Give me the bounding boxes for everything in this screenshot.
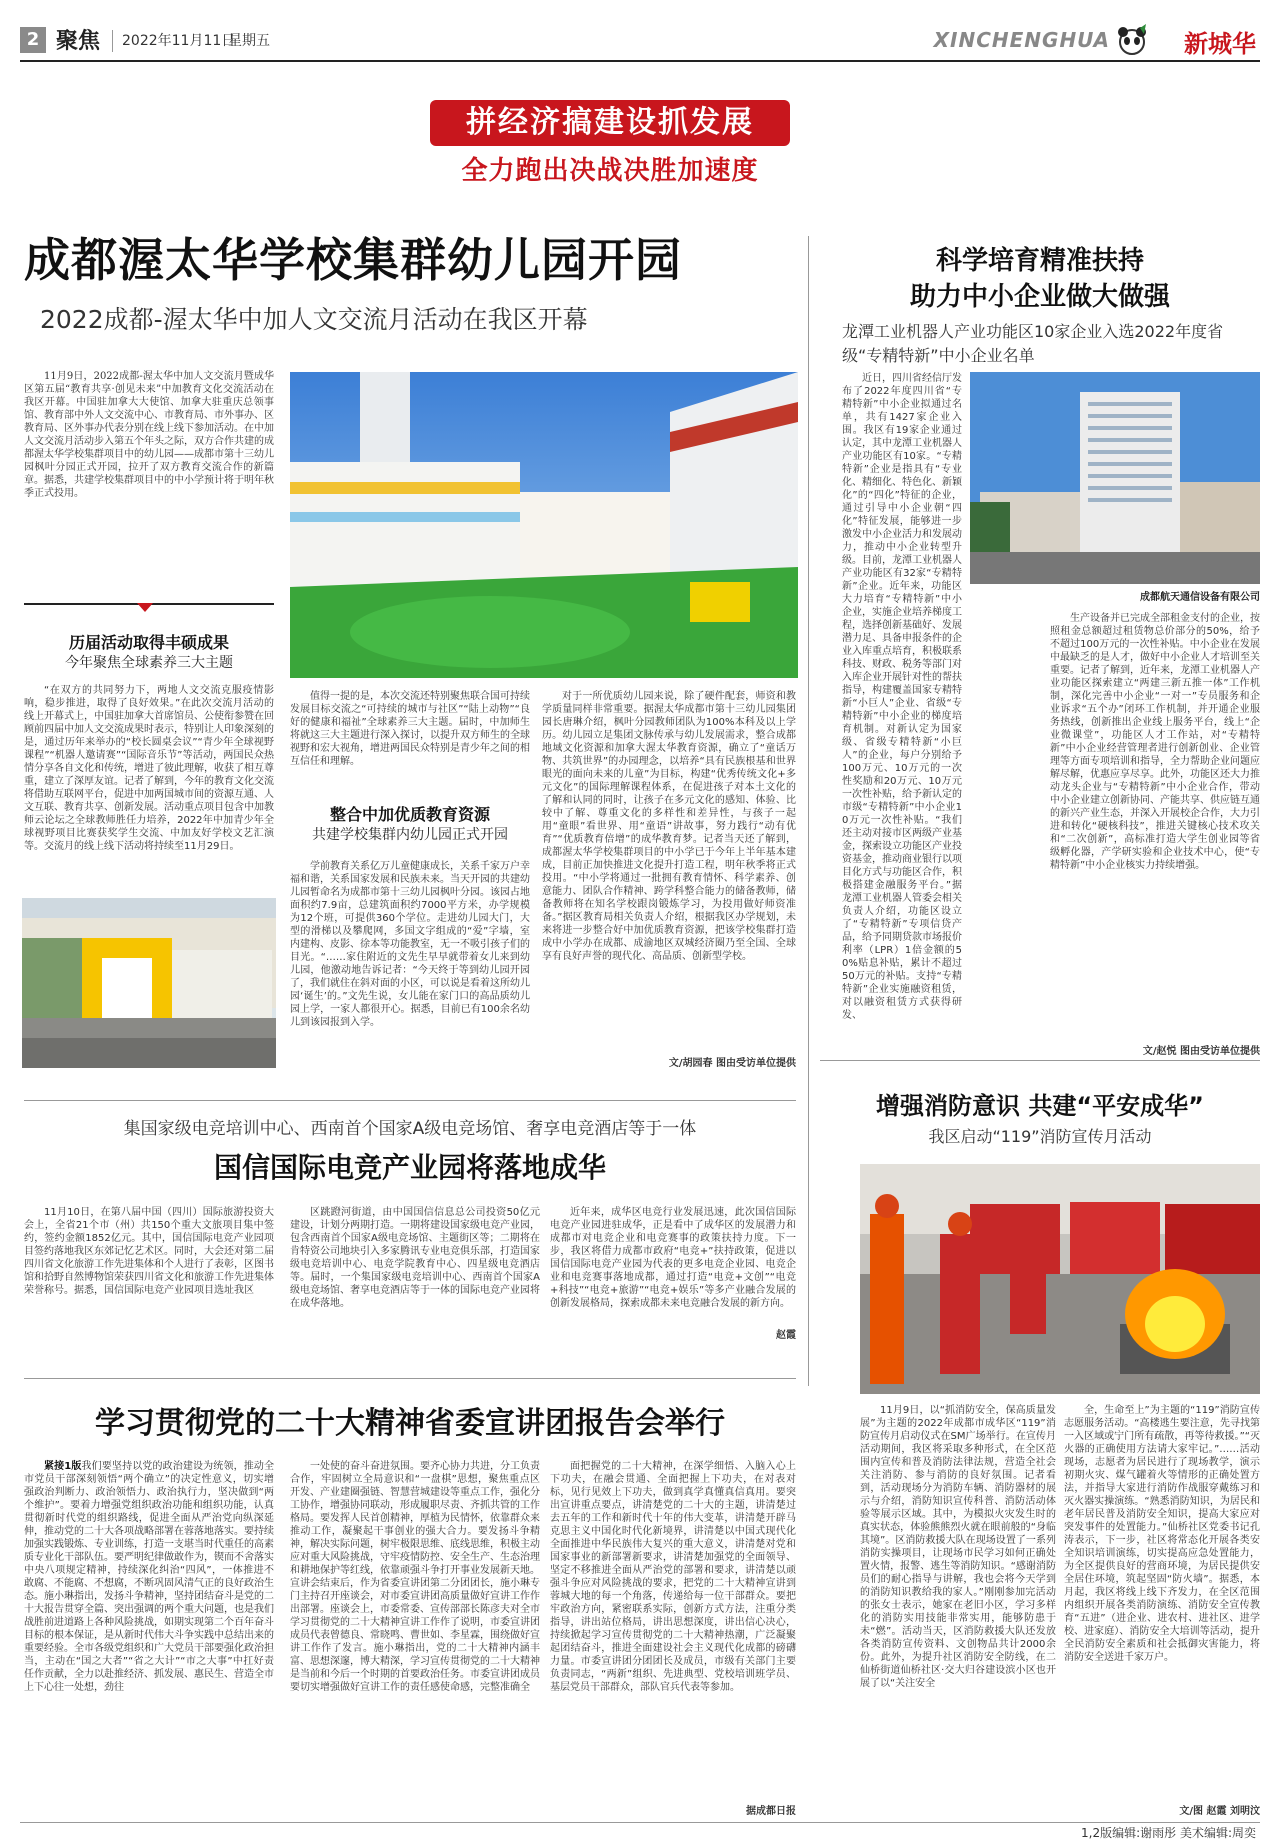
kindergarten-sect2-sub: 共建学校集群内幼儿园正式开园 <box>312 827 508 843</box>
fire-subtitle: 我区启动“119”消防宣传月活动 <box>928 1127 1152 1146</box>
banner-line1: 拼经济搞建设抓发展 <box>430 100 790 146</box>
page-number: 2 <box>20 27 46 53</box>
issue-date: 2022年11月11日 <box>122 33 236 49</box>
kindergarten-col1-body: “在双方的共同努力下，两地人文交流克服疫情影响，稳步推进，取得了良好效果。”在此次交流月活动的线上开幕式上，中国驻加拿大首席馆员、公使衔参赞在回顾前四届中加人文交流成果时表示，特别让人印象深刻的是，通过历年来举办的“校长圆桌会议”“青少年全球视野课程”“机器人邀请赛”“国际音乐节”等活动，两国民众热情分享各自文化和传统，增进了彼此理解，收获了相互尊重，建立了深厚友谊。记者了解到，今年的教育文化交流将借助互联网平台，促进中加两国城市间的资源互通、人文互联、教育共享、创新发展。活动重点项目包含中加教师云论坛之全球教师胜任力培养，2022年中加青少年全球视野项目比赛获奖学生交流、中加友好学校文艺汇演等。交流月的线上线下活动将持续至11月29日。 <box>24 685 274 852</box>
lecture-byline: 据成都日报 <box>746 1806 796 1817</box>
brand-latin: XINCHENGHUA <box>933 28 1110 52</box>
enterprise-byline: 文/赵悦 图由受访单位提供 <box>1142 1046 1260 1057</box>
lecture-col1-body: 我们要坚持以党的政治建设为统领，推动全市党员干部深刻领悟“两个确立”的决定性意义，切实增强政治判断力、政治领悟力、政治执行力，坚决做到“两个维护”。要着力增强党组织政治功能和组织功能，认真贯彻新时代党的组织路线，促进全面从严治党向纵深延伸，推动党的二十大各项战略部署在蓉落地落实。要持续加强实践锻炼、专业训练，打造一支堪当时代重任的高素质专业化干部队伍。要严明纪律做敢作为，锲而不舍落实中央八项规定精神，持续深化纠治“四风”，一体推进不敢腐、不能腐、不想腐，不断巩固风清气正的良好政治生态。施小琳指出，发扬斗争精神，坚持团结奋斗是党的二十大报告贯穿全篇、突出强调的两个重大问题，也是我们战胜前进道路上各种风险挑战，如期实现第二个百年奋斗目标的根本保证，是从新时代伟大斗争实践中总结出来的重要经验。全市各级党组织和广大党员干部要强化政治担当，主动在“国之大者”“省之大计”“市之大事”中扛好责任作贡献，全力以赴推经济、抓发展、惠民生、营造全市上下心往一处想，劲往 <box>24 1461 274 1693</box>
column-divider <box>808 236 809 1386</box>
fire-top-rule <box>820 1060 1260 1061</box>
fire-col2-body: 全，生命至上”为主题的“119”消防宣传志愿服务活动。“高楼逃生要注意，先寻找第一入区域或宁门所有疏散，再等待救援。”“灭火器的正确使用方法请大家牢记。”……活动现场，志愿者为居民进行了现场教学，演示初期火灾、煤气罐着火等情形的正确处置方法，并指导大家进行消防作战服穿戴练习和灭火器实操演练。“熟悉消防知识，为居民和老年居民普及消防安全知识，提高大家应对突发事件的处置能力。”仙桥社区党委书记孔涛表示，下一步，社区将常态化开展各类安全知识培训演练，切实提高应急处置能力，为全区提供良好的营商环境，为居民提供安全居住环境，筑起坚固“防火墙”。据悉，本月起，我区将线上线下齐发力，在全区范围内组织开展各类消防演练、消防安全宣传教育“五进”（进企业、进农村、进社区、进学校、进家庭）、消防安全大培训等活动，提升全民消防安全素质和社会抵御灾害能力，将消防安全送进千家万户。 <box>1064 1405 1260 1663</box>
enterprise-building-photo <box>970 372 1260 584</box>
lecture-top-rule <box>24 1378 796 1379</box>
esports-col3-body: 近年来，成华区电竞行业发展迅速，此次国信国际电竞产业园进驻成华，正是看中了成华区的发展潜力和成都市对电竞企业和电竞赛事的政策扶持力度。下一步，我区将借力成都市政府“电竞+”扶持政策，促进以国信国际电竞产业园为代表的更多电竞企业园、电竞企业和电竞赛事落地成都，通过打造“电竞+文创”“电竞+科技”“电竞+旅游”“电竞+娱乐”等多产业融合发展的创新发展格局，探索成都未来电竞融合发展的新方向。 <box>550 1207 796 1309</box>
footer-editors: 1,2版编辑:谢雨彤 美术编辑:周奕 <box>1081 1826 1256 1840</box>
kindergarten-subtitle: 2022成都-渥太华中加人文交流月活动在我区开幕 <box>40 305 588 334</box>
footer-rule <box>20 1822 1260 1823</box>
kindergarten-byline: 文/胡园春 图由受访单位提供 <box>668 1058 796 1069</box>
fire-byline: 文/图 赵霞 刘明汶 <box>1179 1806 1260 1817</box>
section-name: 聚焦 <box>56 29 101 54</box>
panda-logo-icon <box>1116 24 1148 56</box>
enterprise-subtitle: 龙潭工业机器人产业功能区10家企业入选2022年度省级“专精特新”中小企业名单 <box>842 322 1224 365</box>
kindergarten-col2-body: 值得一提的是，本次交流还特别聚焦联合国可持续发展目标交流之“可持续的城市与社区”“陆上动物”“良好的健康和福祉”全球素养三大主题。届时，中加师生将就这三大主题进行深入探讨，以提升双方师生的全球视野和宏大视角，增进两国民众特别是青少年之间的相互信任和理解。 <box>290 691 530 767</box>
lecture-col1 <box>24 1460 274 1816</box>
down-triangle-icon <box>137 603 153 612</box>
esports-top-rule <box>24 1100 796 1101</box>
lecture-lead: 紧接1版 <box>44 1461 82 1472</box>
issue-weekday: 星期五 <box>228 33 270 49</box>
lecture-col3-body: 面把握党的二十大精神，在深学细悟、入脑入心上下功夫，在融会贯通、全面把握上下功夫，在对表对标，见行见效上下功夫，做到真学真懂真信真用。要突出宣讲重点要点，讲清楚党的二十大的主题，讲清楚过去五年的工作和新时代十年的伟大变革，讲清楚开辟马克思主义中国化时代化新境界，讲清楚以中国式现代化全面推进中华民族伟大复兴的重大意义，讲清楚对党和国家事业的新部署新要求，讲清楚加强党的全面领导、坚定不移推进全面从严治党的部署和要求，讲清楚以顽强斗争应对风险挑战的要求，把党的二十大精神宣讲到蓉城大地的每一个角落，传递给每一位干部群众。要把牢政治方向，紧密联系实际，创新方式方法，注重分类指导，讲出站位格局，讲出思想深度，讲出信心决心，持续掀起学习宣传贯彻党的二十大精神热潮，广泛凝聚起团结奋斗，推进全面建设社会主义现代化成都的磅礴力量。市委宣讲团分团团长及成员，市级有关部门主要负责同志，“两新”组织、先进典型、党校培训班学员、基层党员干部群众，部队官兵代表等参加。 <box>550 1461 796 1693</box>
kindergarten-lead: 11月9日，2022成都-渥太华中加人文交流月暨成华区第五届“教育共享·创见未来”中加教育文化交流活动在我区开幕。中国驻加拿大大使馆、加拿大驻重庆总领事馆、教育部中外人文交流中心、市教育局、市外事办、区教育局、区外事办代表分别在线上线下参加活动。在中加人文交流月活动步入第五个年头之际，双方合作共建的成都渥太华学校集群项目中的幼儿园——成都市第十三幼儿园枫叶分园正式开园，拉开了双方教育交流合作的新篇章。据悉，共建学校集群项目中的中小学预计将于明年秋季正式投用。 <box>24 371 274 499</box>
kindergarten-title: 成都渥太华学校集群幼儿园开园 <box>24 233 682 287</box>
brand-cn: 新城华 <box>1184 29 1256 58</box>
fire-col1-body: 11月9日，以“抓消防安全，保高质量发展”为主题的2022年成都市成华区“119”消防宣传月启动仪式在SM广场举行。在宣传月活动期间，我区将采取多种形式，在全区范围内宣传和普及消防法律法规，营造全社会关注消防、参与消防的良好氛围。记者看到，活动现场分为消防车辆、消防器材的展示与介绍，消防知识宣传科普、消防活动体验等展示区域。其中，为模拟火灾发生时的真实状态，体验熊熊烈火就在眼前般的“身临其境”。区消防救援大队在现场设置了一系列消防实操项目，让现场市民学习如何正确处置火情，报警、逃生等消防知识。“感谢消防员们的耐心指导与讲解，我也会将今天学到的消防知识教给我的家人。”刚刚参加完活动的张女士表示，她家在老旧小区，学习多样化的消防实用技能非常实用，能够防患于未“燃”。活动当天，区消防救援大队还发放各类消防宣传资料、文创物品共计2000余份。此外，为提升社区消防安全防线，在二仙桥街道仙桥社区·交大归谷建设滨小区也开展了以“关注安全 <box>860 1405 1056 1689</box>
kindergarten-sect1-title: 历届活动取得丰硕成果 <box>68 633 229 652</box>
enterprise-title-2: 助力中小企业做大做强 <box>909 282 1170 312</box>
masthead <box>20 24 1260 58</box>
fire-drill-photo <box>860 1164 1260 1394</box>
esports-byline: 赵霞 <box>776 1330 796 1341</box>
enterprise-col2-body: 生产设备并已完成全部租金支付的企业，按照租金总额超过租赁物总价部分的50%，给予不超过100万元的一次性补贴。中小企业在发展中最缺乏的是人才，做好中小企业人才培训至关重要。记者了解到，近年来，龙潭工业机器人产业功能区探索建立“两建三新五推一体”工作机制，深化完善中小企业“一对一”专员服务和企业诉求“五个办”闭环工作机制，并开通企业服务热线，创新推出企业线上服务平台，线上“企业微课堂”，功能区人才工作站，对“专精特新”中小企业经营管理者进行创新创业、企业管理等方面专项培训和指导，全力帮助企业问题应解尽解，优惠应享尽享。此外，功能区还大力推动龙头企业与“专精特新”中小企业合作，带动中小企业建立创新协同、产能共享、供应链互通的新兴产业生态，并深入开展校企合作，大力引进和转化“硬核科技”，推进关键核心技术攻关和“二次创新”，高标准打造大学生创业园等省级孵化器，产学研实验和企业技术中心，使“专精特新”中小企业核实力持续增强。 <box>1050 613 1260 871</box>
fire-title: 增强消防意识 共建“平安成华” <box>876 1092 1204 1120</box>
esports-col1-body: 11月10日，在第八届中国（四川）国际旅游投资大会上，全省21个市（州）共150个重大文旅项目集中签约，签约金额1852亿元。其中，国信国际电竞产业园项目签约落地我区东郊记忆艺术区。同时，大会还对第二届四川省文化旅游工作先进集体和个人进行了表彰，区图书馆和拾野自然博物馆荣获四川省文化和旅游工作先进集体荣誉称号。据悉，国信国际电竞产业园项目选址我区 <box>24 1207 274 1296</box>
kindergarten-col3-body: 对于一所优质幼儿园来说，除了硬件配套，师资和教学质量同样非常重要。据渥太华成都市第十三幼儿园集团园长唐琳介绍，枫叶分园教师团队为100%本科及以上学历。幼儿园立足集团文脉传承与幼儿发展需求，整合成都地域文化资源和加拿大渥太华教育资源，确立了“童话万物、共筑世界”的办园理念，以培养“具有民族根基和世界眼光的面向未来的儿童”为目标，构建“优秀传统文化+多元文化”的国际理解课程体系，在促进孩子对本土文化的了解和认同的同时，让孩子在多元文化的感知、体验、比较中了解、尊重文化的多样性和差异性，与孩子一起用“童眼”看世界、用“童语”讲故事，努力践行“动有优育”“优质教育倍增”的成华教育梦。记者当天还了解到，成都渥太华学校集群项目的中小学已于今年上半年基本建成，目前正加快推进文化提升打造工程，明年秋季将正式投用。“中小学将通过一批拥有教育情怀、科学素养、创意能力、团队合作精神、跨学科整合能力的储备教师，储备教师将在知名学校跟岗锻炼学习，为投用做好师资准备。”据区教育局相关负责人介绍，根据我区办学规划，未来将进一步整合好中加优质教育资源，把该学校集群打造成中小学办在成都、成渝地区双城经济圈乃至全国、全球享有良好声誉的现代化、高品质、创新型学校。 <box>542 691 796 962</box>
divider <box>112 30 113 52</box>
banner <box>430 100 790 190</box>
esports-title: 国信国际电竞产业园将落地成华 <box>213 1151 606 1184</box>
lecture-col2-body: 一处使的奋斗奋进氛围。要齐心协力共进，分工负责合作，牢固树立全局意识和“一盘棋”思想，聚焦重点区开发、产业建圈强链、智慧营城建设等重点工作，强化分工协作，增强协同联动，形成履职尽责、齐抓共管的工作格局。要发挥人民首创精神，厚植为民情怀，依靠群众来推动工作，凝聚起干事创业的强大合力。要发扬斗争精神，解决实际问题，树牢极限思维、底线思维，积极主动应对重大风险挑战，守牢疫情防控、安全生产、生态治理和耕地保护等红线，依靠顽强斗争打开事业发展新天地。宣讲会结束后，作为省委宣讲团第二分团团长，施小琳专门主持召开座谈会，对市委宣讲团高质量做好宣讲工作作出部署。座谈会上，市委常委、宣传部部长陈彦夫对全市学习贯彻党的二十大精神宣讲工作作了说明，市委宣讲团成员代表曾德良、常晓鸣、曹世如、李星霖，围绕做好宣讲工作作了发言。施小琳指出，党的二十大精神内涵丰富、思想深邃，博大精深，学习宣传贯彻党的二十大精神是当前和今后一个时期的首要政治任务。市委宣讲团成员要切实增强做好宣讲工作的责任感使命感，完整准确全 <box>290 1461 540 1693</box>
enterprise-photo-caption: 成都航天通信设备有限公司 <box>1140 592 1260 603</box>
kindergarten-col2-body2: 学前教育关系亿万儿童健康成长，关系千家万户幸福和谐，关系国家发展和民族未来。当天开园的共建幼儿园暂命名为成都市第十三幼儿园枫叶分园。该园占地面积约7.9亩，总建筑面积约7000平方米，办学规模为12个班，可提供360个学位。走进幼儿园大门，大型的滑梯以及攀爬网，多国文字组成的“爱”字墙，室内建构、皮影、徐本等功能教室，无一不吸引孩子们的目光。“……家住附近的文先生早早就带着女儿来到幼儿园，他激动地告诉记者：“今天终于等到幼儿园开园了，我们就住在斜对面的小区，可以说是看着这所幼儿园‘诞生’的。”文先生说，女儿能在家门口的高品质幼儿园上学，一家人都很开心。据悉，目前已有100余名幼儿到该园报到入学。 <box>290 861 530 1028</box>
banner-line2: 全力跑出决战决胜加速度 <box>461 156 759 186</box>
enterprise-col1-body-cont <box>842 640 1042 1060</box>
kindergarten-sect1-sub: 今年聚焦全球素养三大主题 <box>65 655 233 671</box>
kindergarten-playground-photo <box>290 372 798 678</box>
lecture-title: 学习贯彻党的二十大精神省委宣讲团报告会举行 <box>95 1406 725 1441</box>
enterprise-col1-body: 近日，四川省经信厅发布了2022年度四川省“专精特新”中小企业拟通过名单，共有1427家企业入围。我区有19家企业通过认定，其中龙潭工业机器人产业功能区有10家。“专精特新”企业是指具有“专业化、精细化、特色化、新颖化”的“四化”特征的企业，通过引导中小企业朝“四化”特征发展，能够进一步激发中小企业活力和发展动力，推动中小企业转型升级。目前，龙潭工业机器人产业功能区有32家“专精特新”企业。近年来，功能区大力培育“专精特新”中小企业，实施企业培养梯度工程，选择创新基础好、发展潜力足、具备申报条件的企业入库重点培育，积极联系科技、财政、税务等部门对入库企业开展针对性的帮扶指导，构建覆盖国家专精特新“小巨人”企业、省级“专精特新”中小企业的梯度培育机制。对新认定为国家级、省级专精特新“小巨人”的企业，每户分别给予100万元、10万元的一次性奖励和20万元、10万元一次性补贴，给予新认定的市级“专精特新”中小企业10万元一次性补贴。“我们还主动对接市区两级产业基金，探索设立功能区产业投资基金，推动商业银行以项目化方式与功能区合作，积极搭建金融服务平台。”据龙潭工业机器人管委会相关负责人介绍，功能区设立了“专精特新”专项信贷产品，给予同期贷款市场报价利率（LPR）1倍金额的50%贴息补贴，累计不超过50万元的补贴。支持“专精特新”企业实施融资租赁，对以融资租赁方式获得研发、 <box>842 373 962 1021</box>
enterprise-title-1: 科学培育精准扶持 <box>935 246 1144 276</box>
esports-kicker: 集国家级电竞培训中心、西南首个国家A级电竞场馆、奢享电竞酒店等于一体 <box>123 1119 697 1139</box>
masthead-rule <box>20 60 1260 62</box>
kindergarten-entrance-photo <box>22 898 276 1068</box>
esports-col2-body: 区跳蹬河街道，由中国国信信息总公司投资50亿元建设，计划分两期打造。一期将建设国家级电竞产业园，包含西南首个国家A级电竞场馆、主题街区等；二期将在肯特资公司地块引入多家腾讯专业电竞俱乐部，打造国家级电竞培训中心、电竞学院教育中心、四星级电竞酒店等。届时，一个集国家级电竞培训中心、西南首个国家A级电竞场馆、奢享电竞酒店等于一体的国际电竞产业园将在成华落地。 <box>290 1207 540 1309</box>
kindergarten-sect2-title: 整合中加优质教育资源 <box>329 805 490 824</box>
